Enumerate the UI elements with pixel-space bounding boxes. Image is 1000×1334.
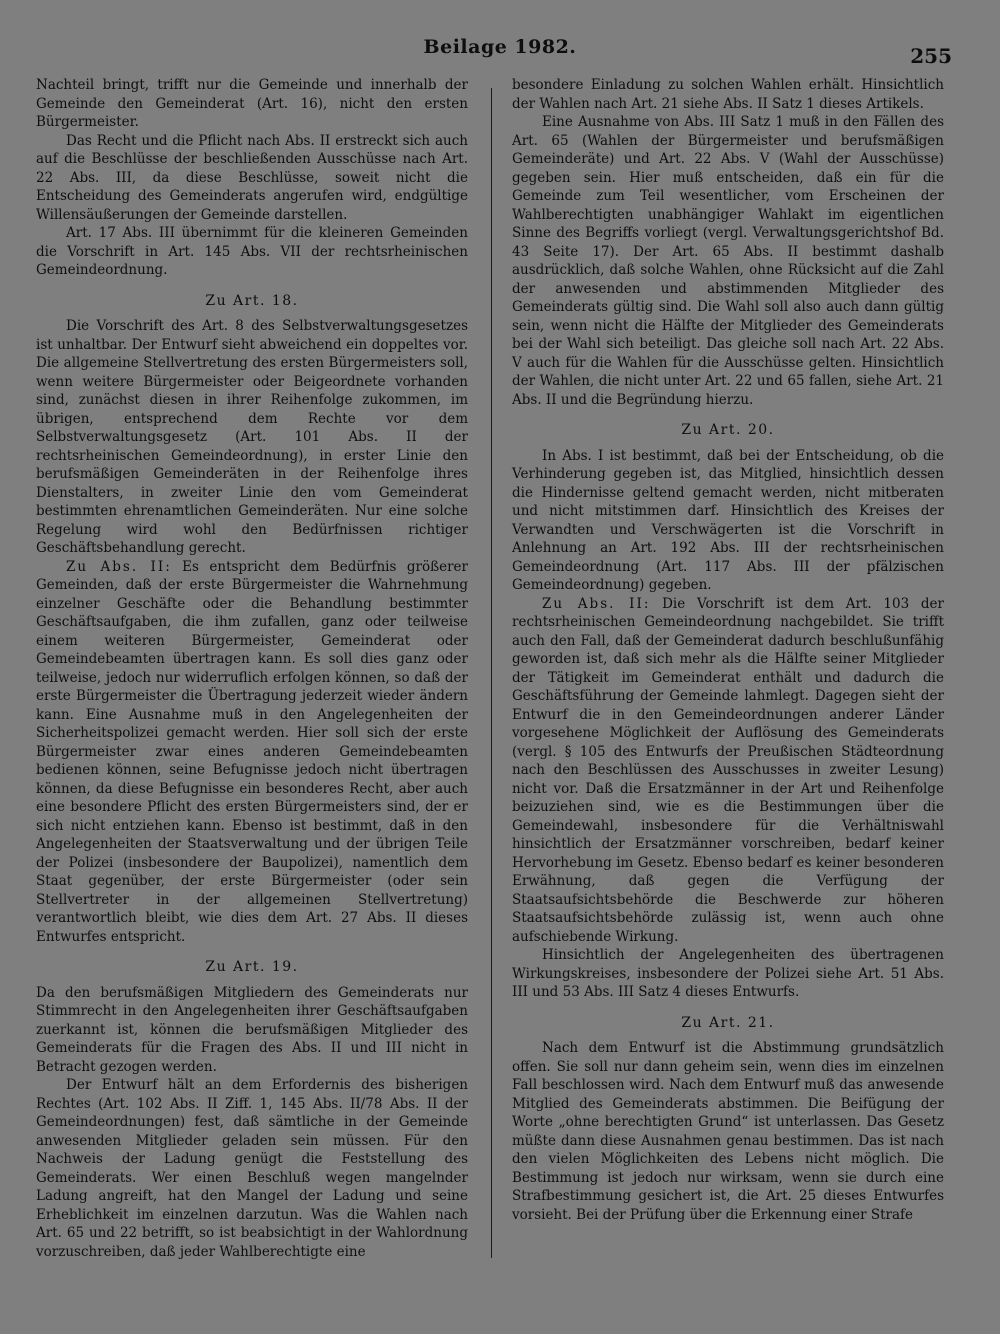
paragraph: Eine Ausnahme von Abs. III Satz 1 muß in den Fällen des Art. 65 (Wahlen der Bürgermeister und berufsmäßigen Gemeinderäte) und Art. 22 Abs. V (Wahl der Ausschüsse) gegeben sein. Hier muß entscheiden, daß ein für die Gemeinde zum Teil wesentlicher, vom Erscheinen der Wahlberechtigten unabhängiger Wahlakt im eigentlichen Sinne des Begriffs vorliegt (vergl. Verwaltungsgerichtshof Bd. 43 Seite 17). Der Art. 65 Abs. II bestimmt dashalb ausdrücklich, daß solche Wahlen, ohne Rücksicht auf die Zahl der anwesenden und abstimmenden Mitglieder des Gemeinderats gültig sind. Die Wahl soll also auch dann gültig sein, wenn nicht die Hälfte der Mitglieder des Gemeinderats bei der Wahl sich beteiligt. Das gleiche soll nach Art. 22 Abs. V auch für die Wahlen für die Ausschüsse gelten. Hinsichtlich der Wahlen, die nicht unter Art. 22 und 65 fallen, siehe Art. 21 Abs. II und die Begründung hierzu. [512, 114, 944, 408]
section-heading: Zu Art. 18. [205, 292, 299, 309]
page-header-title: Beilage 1982. [423, 36, 577, 58]
page-number: 255 [910, 44, 952, 68]
column-divider [491, 88, 492, 1258]
paragraph-lead: Zu Abs. II: [66, 558, 172, 575]
section-heading: Zu Art. 20. [681, 422, 775, 438]
paragraph: Das Recht und die Pflicht nach Abs. II erstreckt sich auch auf die Beschlüsse der beschließenden Ausschüsse nach Art. 22 Abs. III, da diese Beschlüsse, soweit nicht die Entscheidung des Gemeinderats angerufen wird, endgültige Willensäußerungen der Gemeinde darstellen. [36, 132, 468, 223]
paragraph: In Abs. I ist bestimmt, daß bei der Entscheidung, ob die Verhinderung gegeben ist, das Mitglied, hinsichtlich dessen die Hindernisse geltend gemacht werden, nicht mitberaten und nicht mitstimmen darf. Hinsichtlich des Kreises der Verwandten und Verschwägerten ist die Vorschrift in Anlehnung an Art. 192 Abs. III der rechtsrheinischen Gemeindeordnung (Art. 117 Abs. III der pfälzischen Gemeindeordnung) gegeben. [512, 447, 944, 593]
paragraph [36, 558, 468, 947]
section-heading: Zu Art. 19. [205, 959, 299, 975]
paragraph: Der Entwurf hält an dem Erfordernis des bisherigen Rechtes (Art. 102 Abs. II Ziff. 1, 145 Abs. II/78 Abs. II der Gemeindeordnungen) fest, daß sämtliche in der Gemeinde anwesenden Mitglieder geladen sein müssen. Für den Nachweis der Ladung genügt die Feststellung des Gemeinderats. Wer einen Beschluß wegen mangelnder Ladung angreift, hat den Mangel der Ladung und seine Erheblichkeit im einzelnen darzutun. Was die Wahlen nach Art. 65 und 22 betrifft, so ist beabsichtigt in der Wahlordnung vorzuschreiben, daß jeder Wahlberechtigte eine [36, 1077, 468, 1260]
paragraph-text: Die Vorschrift ist dem Art. 103 der rechtsrheinischen Gemeindeordnung nachgebildet. Sie trifft auch den Fall, daß der Gemeinderat dadurch beschlußunfähig geworden ist, daß sich mehr als die Hälfte seiner Mitglieder der Tätigkeit im Gemeinderat enthält und dadurch die Geschäftsführung der Gemeinde lahmlegt. Dagegen sieht der Entwurf die in den Gemeindeordnungen anderer Länder vorgesehene Möglichkeit der Auflösung des Gemeinderats (vergl. § 105 des Entwurfs der Preußischen Städteordnung nach den Beschlüssen des Ausschusses in zweiter Lesung) nicht vor. Daß die Ersatzmänner in der Art und Reihenfolge beizuziehen sind, wie es die Bestimmungen über die Gemeindewahl, insbesondere für die Verhältniswahl hinsichtlich der Ersatzmänner vorschreiben, bedarf keiner Hervorhebung im Gesetz. Ebenso bedarf es keiner besonderen Erwähnung, daß gegen die Verfügung der Staatsaufsichtsbehörde die Beschwerde zur höheren Staatsaufsichtsbehörde zulässig ist, wenn auch ohne aufschiebende Wirkung. [512, 595, 944, 945]
paragraph-text: Es entspricht dem Bedürfnis größerer Gemeinden, daß der erste Bürgermeister die Wahrnehmung einzelner Geschäfte oder die Behandlung bestimmter Geschäftsaufgaben, die ihm zufallen, ganz oder teilweise einem weiteren Bürgermeister, Gemeinderat oder Gemeindebeamten übertragen kann. Es soll dies ganz oder teilweise, jedoch nur widerruflich erfolgen können, so daß der erste Bürgermeister die Übertragung jederzeit wieder ändern kann. Eine Ausnahme muß in den Angelegenheiten der Sicherheitspolizei gemacht werden. Hier soll sich der erste Bürgermeister zwar eines anderen Gemeindebeamten bedienen können, seine Befugnisse jedoch nicht übertragen können, da diese Befugnisse ein besonderes Recht, aber auch eine besondere Pflicht des ersten Bürgermeisters sind, der er sich nicht entziehen kann. Ebenso ist bestimmt, daß in den Angelegenheiten der Staatsverwaltung und der übrigen Teile der Polizei (insbesondere der Baupolizei), namentlich dem Staat gegenüber, der erste Bürgermeister (oder sein Stellvertreter in der allgemeinen Stellvertretung) verantwortlich bleibt, wie dies dem Art. 27 Abs. II dieses Entwurfes entspricht. [36, 558, 468, 945]
paragraph: Die Vorschrift des Art. 8 des Selbstverwaltungsgesetzes ist unhaltbar. Der Entwurf sieht abweichend ein doppeltes vor. Die allgemeine Stellvertretung des ersten Bürgermeisters soll, wenn weitere Bürgermeister oder Beigeordnete vorhanden sind, zunächst diesen in ihrer Reihenfolge zukommen, im übrigen, entsprechend dem Rechte vor dem Selbstverwaltungsgesetz (Art. 101 Abs. II der rechtsrheinischen Gemeindeordnung), in erster Linie den berufsmäßigen Gemeinderäten in der Reihenfolge ihres Dienstalters, in zweiter Linie den vom Gemeinderat bestimmten ehrenamtlichen Gemeinderäten. Nur eine solche Regelung wird wohl den Bedürfnissen richtiger Geschäftsbehandlung gerecht. [36, 318, 468, 556]
paragraph [512, 595, 944, 947]
left-column [36, 76, 468, 1261]
paragraph-lead: Zu Abs. II: [542, 595, 651, 612]
paragraph: Art. 17 Abs. III übernimmt für die kleineren Gemeinden die Vorschrift in Art. 145 Abs. VII der rechtsrheinischen Gemeindeordnung. [36, 225, 468, 278]
right-column [512, 76, 944, 1224]
paragraph: Nachteil bringt, trifft nur die Gemeinde und innerhalb der Gemeinde den Gemeinderat (Art. 16), nicht den ersten Bürgermeister. [36, 77, 468, 130]
paragraph: Da den berufsmäßigen Mitgliedern des Gemeinderats nur Stimmrecht in den Angelegenheiten ihrer Geschäftsaufgaben zuerkannt ist, können die berufsmäßigen Mitglieder des Gemeinderats für die Fragen des Abs. II und III nicht in Betracht gezogen werden. [36, 984, 468, 1075]
paragraph: besondere Einladung zu solchen Wahlen erhält. Hinsichtlich der Wahlen nach Art. 21 siehe Abs. II Satz 1 dieses Artikels. [512, 77, 944, 112]
paragraph: Nach dem Entwurf ist die Abstimmung grundsätzlich offen. Sie soll nur dann geheim sein, wenn dies im einzelnen Fall beschlossen wird. Nach dem Entwurf muß das anwesende Mitglied des Gemeinderats abstimmen. Die Beifügung der Worte „ohne berechtigten Grund“ ist unterlassen. Das Gesetz müßte dann diese Ausnahmen genau bestimmen. Das ist nach den vielen Möglichkeiten des Lebens nicht möglich. Die Bestimmung ist jedoch nur wirksam, wenn sie durch eine Strafbestimmung gesichert ist, die Art. 25 dieses Entwurfes vorsieht. Bei der Prüfung über die Erkennung einer Strafe [512, 1040, 944, 1223]
paragraph: Hinsichtlich der Angelegenheiten des übertragenen Wirkungskreises, insbesondere der Polizei siehe Art. 51 Abs. III und 53 Abs. III Satz 4 dieses Entwurfs. [512, 947, 944, 1000]
section-heading: Zu Art. 21. [681, 1014, 775, 1031]
